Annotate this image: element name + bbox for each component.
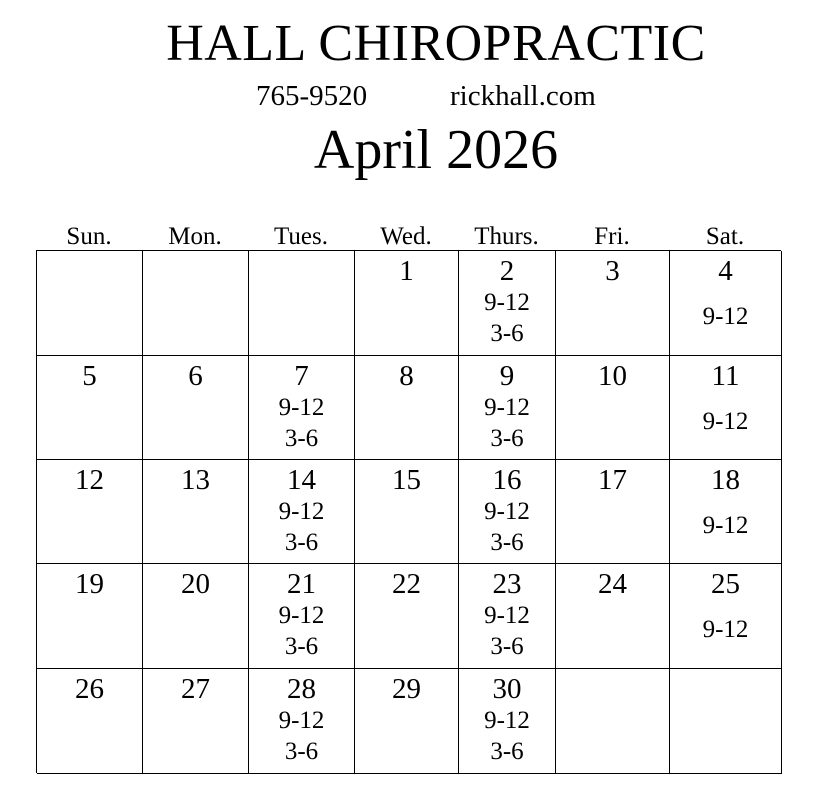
office-hours: 3-6: [490, 529, 524, 556]
day-cell: [37, 564, 143, 669]
office-hours: 3-6: [284, 529, 319, 556]
day-number: 23: [492, 568, 522, 600]
day-cell: [355, 669, 459, 774]
day-number: 8: [399, 360, 414, 392]
empty-day-cell: [249, 251, 355, 356]
day-cell: [249, 564, 355, 669]
day-number: 3: [605, 255, 620, 287]
day-cell: [37, 460, 143, 564]
office-hours: 3-6: [284, 633, 319, 660]
office-hours: 9-12: [702, 616, 749, 643]
day-number: 5: [82, 360, 97, 392]
office-hours: 9-12: [278, 707, 325, 734]
day-number: 20: [181, 568, 210, 600]
day-number: 28: [287, 673, 316, 705]
day-cell: [143, 564, 249, 669]
day-number: 21: [287, 568, 316, 600]
month-title: April 2026: [313, 119, 559, 181]
day-cell: [143, 356, 249, 460]
day-cell: [249, 460, 355, 564]
day-number: 7: [294, 360, 309, 392]
office-hours: 9-12: [278, 394, 325, 421]
business-name: HALL CHIROPRACTIC: [166, 15, 706, 72]
day-cell: [556, 564, 670, 669]
day-cell: [459, 251, 556, 356]
day-number: 24: [598, 568, 627, 600]
office-hours: 9-12: [484, 707, 530, 734]
weekday-header-wed: Wed.: [380, 223, 432, 250]
day-number: 4: [718, 255, 733, 287]
office-hours: 9-12: [484, 394, 530, 421]
day-cell: [355, 251, 459, 356]
day-cell: [670, 356, 782, 460]
day-number: 14: [287, 464, 316, 496]
day-cell: [670, 251, 782, 356]
day-number: 18: [711, 464, 740, 496]
office-hours: 3-6: [490, 738, 524, 765]
office-hours: 3-6: [490, 633, 524, 660]
office-hours: 3-6: [490, 320, 524, 347]
day-cell: [556, 356, 670, 460]
day-cell: [143, 460, 249, 564]
office-hours: 9-12: [278, 498, 325, 525]
day-number: 11: [711, 360, 740, 392]
weekday-header-sun: Sun.: [66, 223, 112, 250]
day-number: 19: [75, 568, 104, 600]
day-cell: [459, 669, 556, 774]
weekday-header-thu: Thurs.: [474, 223, 539, 250]
day-number: 25: [711, 568, 740, 600]
day-number: 6: [188, 360, 203, 392]
day-cell: [670, 460, 782, 564]
day-number: 9: [499, 360, 515, 392]
day-number: 15: [392, 464, 421, 496]
day-cell: [37, 669, 143, 774]
office-hours: 9-12: [484, 602, 530, 629]
day-number: 26: [75, 673, 104, 705]
office-hours: 9-12: [702, 408, 749, 435]
day-cell: [556, 251, 670, 356]
office-hours: 9-12: [278, 602, 325, 629]
day-cell: [459, 564, 556, 669]
day-number: 12: [75, 464, 104, 496]
day-cell: [37, 356, 143, 460]
day-cell: [355, 564, 459, 669]
weekday-header-sat: Sat.: [705, 223, 745, 250]
weekday-header-tue: Tues.: [274, 223, 328, 250]
empty-day-cell: [37, 251, 143, 356]
day-cell: [249, 356, 355, 460]
day-number: 13: [181, 464, 210, 496]
office-hours: 9-12: [484, 498, 530, 525]
day-number: 1: [399, 255, 414, 287]
phone-number: 765-9520: [256, 80, 368, 112]
office-hours: 9-12: [702, 303, 749, 330]
office-hours: 9-12: [702, 512, 749, 539]
calendar-grid: [36, 250, 781, 773]
day-cell: [670, 564, 782, 669]
weekday-header-fri: Fri.: [594, 223, 630, 250]
day-cell: [355, 356, 459, 460]
day-number: 27: [181, 673, 210, 705]
day-cell: [355, 460, 459, 564]
day-number: 17: [598, 464, 627, 496]
day-cell: [556, 460, 670, 564]
empty-day-cell: [670, 669, 782, 774]
office-hours: 3-6: [490, 425, 524, 452]
day-number: 22: [392, 568, 421, 600]
day-cell: [143, 669, 249, 774]
day-cell: [459, 356, 556, 460]
day-cell: [459, 460, 556, 564]
office-hours: 3-6: [284, 425, 319, 452]
day-number: 2: [499, 255, 515, 287]
day-number: 16: [492, 464, 522, 496]
empty-day-cell: [556, 669, 670, 774]
day-number: 29: [392, 673, 421, 705]
weekday-header-mon: Mon.: [168, 223, 222, 250]
website-link[interactable]: rickhall.com: [450, 80, 596, 112]
day-number: 10: [598, 360, 627, 392]
office-hours: 3-6: [284, 738, 319, 765]
day-number: 30: [492, 673, 522, 705]
day-cell: [249, 669, 355, 774]
office-hours: 9-12: [484, 289, 530, 316]
empty-day-cell: [143, 251, 249, 356]
